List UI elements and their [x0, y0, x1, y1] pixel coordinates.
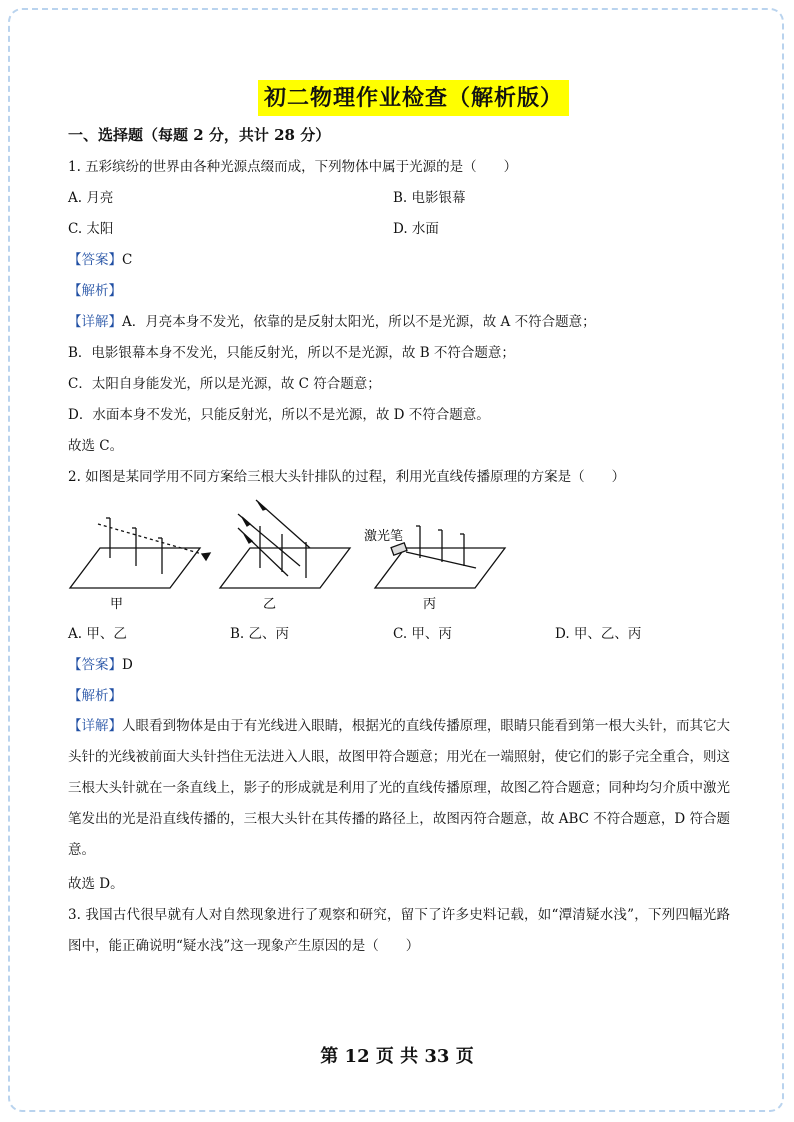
q2-conclusion: 故选 D。 — [68, 876, 124, 892]
q1-detail-4: D．水面本身不发光，只能反射光，所以不是光源，故 D 不符合题意。 — [68, 407, 490, 423]
q1-detail-1 — [68, 312, 596, 332]
laser-label: 激光笔 — [364, 529, 404, 544]
q1-option-a: A. 月亮 — [68, 190, 114, 206]
q2-option-b: B. 乙、丙 — [230, 626, 290, 642]
section-heading: 一、选择题（每题 2 分，共计 28 分） — [68, 126, 331, 144]
q1-conclusion: 故选 C。 — [68, 438, 124, 454]
detail-text: 人眼看到物体是由于有光线进入眼睛，根据光的直线传播原理，眼睛只能看到第一根大头针，而其它大头针的光线被前面大头针挡住无法进入人眼，故图甲符合题意；用光在一端照射，使它们的影子完全重合，则这三根大头针就在一条直线上，影子的形成就是利用了光的直线传播原理，故图乙符合题意；同种均匀介质中激光笔发出的光是沿直线传播的，三根大头针在其传播的路径上，故图丙符合题意，故 ABC 不符合题意，D 符合题意。 — [68, 718, 731, 858]
q2-stem: 2. 如图是某同学用不同方案给三根大头针排队的过程，利用光直线传播原理的方案是（ ） — [68, 469, 626, 485]
answer-tag: 【答案】 — [68, 252, 122, 268]
q2-option-d: D. 甲、乙、丙 — [555, 626, 642, 642]
q1-answer — [68, 250, 132, 270]
figure-label-jia: 甲 — [110, 597, 124, 612]
q1-option-b: B. 电影银幕 — [393, 190, 466, 206]
board-jia — [70, 548, 200, 588]
q1-analysis-tag: 【解析】 — [68, 283, 122, 299]
detail-text: A．月亮本身不发光，依靠的是反射太阳光，所以不是光源，故 A 不符合题意； — [122, 314, 596, 330]
answer-value: D — [122, 657, 133, 673]
page-title: 初二物理作业检查（解析版） — [258, 80, 569, 116]
q2-analysis-tag: 【解析】 — [68, 688, 122, 704]
laser-pen-icon — [391, 543, 407, 555]
q1-option-c: C. 太阳 — [68, 221, 114, 237]
q2-detail — [68, 711, 730, 866]
eye-icon — [202, 553, 210, 560]
q2-option-a: A. 甲、乙 — [68, 626, 127, 642]
q3-stem: 3. 我国古代很早就有人对自然现象进行了观察和研究，留下了许多史料记载，如“潭清疑水浅”，下列四幅光路图中，能正确说明“疑水浅”这一现象产生原因的是（ ） — [68, 907, 730, 954]
pin-arrangement-figure — [60, 496, 680, 616]
q1-stem: 1. 五彩缤纷的世界由各种光源点缀而成，下列物体中属于光源的是（ ） — [68, 159, 518, 175]
detail-tag: 【详解】 — [68, 718, 123, 734]
q1-option-d: D. 水面 — [393, 221, 439, 237]
figure-label-yi: 乙 — [263, 597, 277, 612]
answer-tag: 【答案】 — [68, 657, 122, 673]
figure-label-bing: 丙 — [423, 597, 437, 612]
detail-tag: 【详解】 — [68, 314, 122, 330]
q1-detail-3: C．太阳自身能发光，所以是光源，故 C 符合题意； — [68, 376, 381, 392]
q2-answer — [68, 655, 133, 675]
page-number-footer: 第 12 页 共 33 页 — [320, 1046, 474, 1067]
q1-detail-2: B．电影银幕本身不发光，只能反射光，所以不是光源，故 B 不符合题意； — [68, 345, 515, 361]
answer-value: C — [122, 252, 133, 268]
q2-option-c: C. 甲、丙 — [393, 626, 452, 642]
